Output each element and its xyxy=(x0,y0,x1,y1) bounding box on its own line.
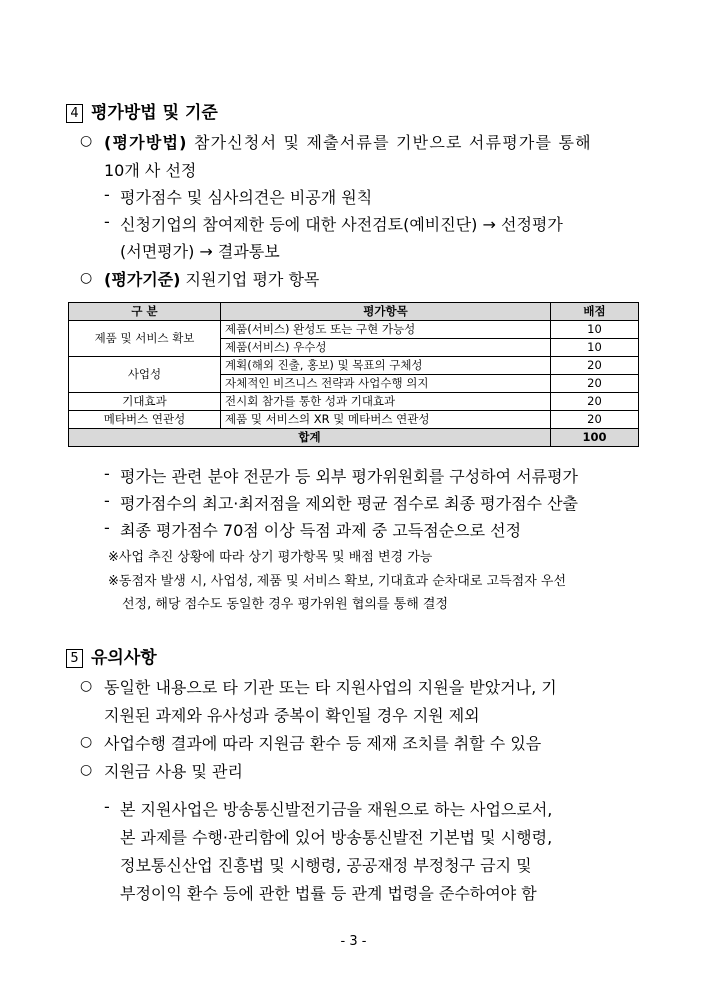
eval-criteria-line xyxy=(104,267,319,290)
note-2-cont: 선정, 해당 점수도 동일한 경우 평가위원 협의를 통해 결정 xyxy=(122,597,449,612)
notice-bullet-1: 동일한 내용으로 타 기관 또는 타 지원사업의 지원을 받았거나, 기 xyxy=(104,678,557,697)
table-cell-item: 제품(서비스) 완성도 또는 구현 가능성 xyxy=(221,321,551,339)
table-cell-score: 20 xyxy=(551,411,639,429)
table-cell-score: 10 xyxy=(551,321,639,339)
table-cell-score: 20 xyxy=(551,357,639,375)
table-cell-item: 제품 및 서비스의 XR 및 메타버스 연관성 xyxy=(221,411,551,429)
note-2: ※동점자 발생 시, 사업성, 제품 및 서비스 확보, 기대효과 순차대로 고득점자 우선 xyxy=(108,574,567,589)
notice-bullet-3: 지원금 사용 및 관리 xyxy=(104,762,243,781)
table-total-score: 100 xyxy=(551,429,639,447)
eval-criteria-label: (평가기준) xyxy=(104,270,181,289)
table-cell-item: 전시회 참가를 통한 성과 기대효과 xyxy=(221,393,551,411)
table-cell-item: 계획(해외 진출, 홍보) 및 목표의 구체성 xyxy=(221,357,551,375)
table-cell-category: 제품 및 서비스 확보 xyxy=(69,321,221,357)
table-header: 구 분 xyxy=(69,303,221,321)
note-1: ※사업 추진 상황에 따라 상기 평가항목 및 배점 변경 가능 xyxy=(108,550,433,565)
dash-marker: - xyxy=(104,185,110,204)
dash-marker: - xyxy=(104,212,110,231)
dash-marker: - xyxy=(104,464,110,483)
eval-method-line xyxy=(104,130,592,153)
table-header: 배점 xyxy=(551,303,639,321)
eval-dash-1: 평가점수 및 심사의견은 비공개 원칙 xyxy=(120,188,373,207)
bullet-circle-icon: ○ xyxy=(80,133,93,149)
eval-method-label: (평가방법) xyxy=(104,133,188,152)
notice-bullet-1-cont: 지원된 과제와 유사성과 중복이 확인될 경우 지원 제외 xyxy=(104,706,480,725)
table-cell-item: 자체적인 비즈니스 전략과 사업수행 의지 xyxy=(221,375,551,393)
eval-dash-5: 최종 평가점수 70점 이상 득점 과제 중 고득점순으로 선정 xyxy=(120,521,522,540)
table-cell-score: 20 xyxy=(551,393,639,411)
table-row xyxy=(69,393,639,411)
notice-dash-line-2: 본 과제를 수행·관리함에 있어 방송통신발전 기본법 및 시행령, xyxy=(120,828,553,847)
table-row xyxy=(69,357,639,375)
table-header: 평가항목 xyxy=(221,303,551,321)
eval-dash-4: 평가점수의 최고·최저점을 제외한 평균 점수로 최종 평가점수 산출 xyxy=(120,494,579,513)
eval-dash-2-cont: (서면평가) → 결과통보 xyxy=(120,242,280,261)
table-cell-score: 20 xyxy=(551,375,639,393)
bullet-circle-icon: ○ xyxy=(80,270,93,286)
section-4-number: 4 xyxy=(66,104,83,123)
section-4-heading xyxy=(66,98,218,123)
section-5-number: 5 xyxy=(66,649,83,668)
eval-dash-2: 신청기업의 참여제한 등에 대한 사전검토(예비진단) → 선정평가 xyxy=(120,215,563,234)
eval-criteria-text: 지원기업 평가 항목 xyxy=(180,270,320,289)
table-cell-score: 10 xyxy=(551,339,639,357)
eval-method-cont: 10개 사 선정 xyxy=(104,161,197,180)
bullet-circle-icon: ○ xyxy=(80,762,93,778)
dash-marker: - xyxy=(104,797,110,816)
notice-bullet-2: 사업수행 결과에 따라 지원금 환수 등 제재 조치를 취할 수 있음 xyxy=(104,734,542,753)
section-5-heading xyxy=(66,643,157,668)
bullet-circle-icon: ○ xyxy=(80,734,93,750)
table-cell-category: 기대효과 xyxy=(69,393,221,411)
dash-marker: - xyxy=(104,518,110,537)
table-cell-item: 제품(서비스) 우수성 xyxy=(221,339,551,357)
page-number: - 3 - xyxy=(340,934,367,949)
table-total-row xyxy=(69,429,639,447)
table-total-label: 합계 xyxy=(69,429,551,447)
section-4-title: 평가방법 및 기준 xyxy=(91,103,218,123)
table-row xyxy=(69,321,639,339)
table-cell-category: 메타버스 연관성 xyxy=(69,411,221,429)
notice-dash-line-1: 본 지원사업은 방송통신발전기금을 재원으로 하는 사업으로서, xyxy=(120,800,553,819)
dash-marker: - xyxy=(104,491,110,510)
notice-dash-line-4: 부정이익 환수 등에 관한 법률 등 관계 법령을 준수하여야 함 xyxy=(120,884,537,903)
evaluation-table xyxy=(68,302,639,447)
notice-dash-line-3: 정보통신산업 진흥법 및 시행령, 공공재정 부정청구 금지 및 xyxy=(120,856,532,875)
eval-dash-3: 평가는 관련 분야 전문가 등 외부 평가위원회를 구성하여 서류평가 xyxy=(120,467,579,486)
table-cell-category: 사업성 xyxy=(69,357,221,393)
bullet-circle-icon: ○ xyxy=(80,678,93,694)
table-header-row xyxy=(69,303,639,321)
section-5-title: 유의사항 xyxy=(91,648,157,668)
eval-method-text: 참가신청서 및 제출서류를 기반으로 서류평가를 통해 xyxy=(187,133,592,152)
table-row xyxy=(69,411,639,429)
